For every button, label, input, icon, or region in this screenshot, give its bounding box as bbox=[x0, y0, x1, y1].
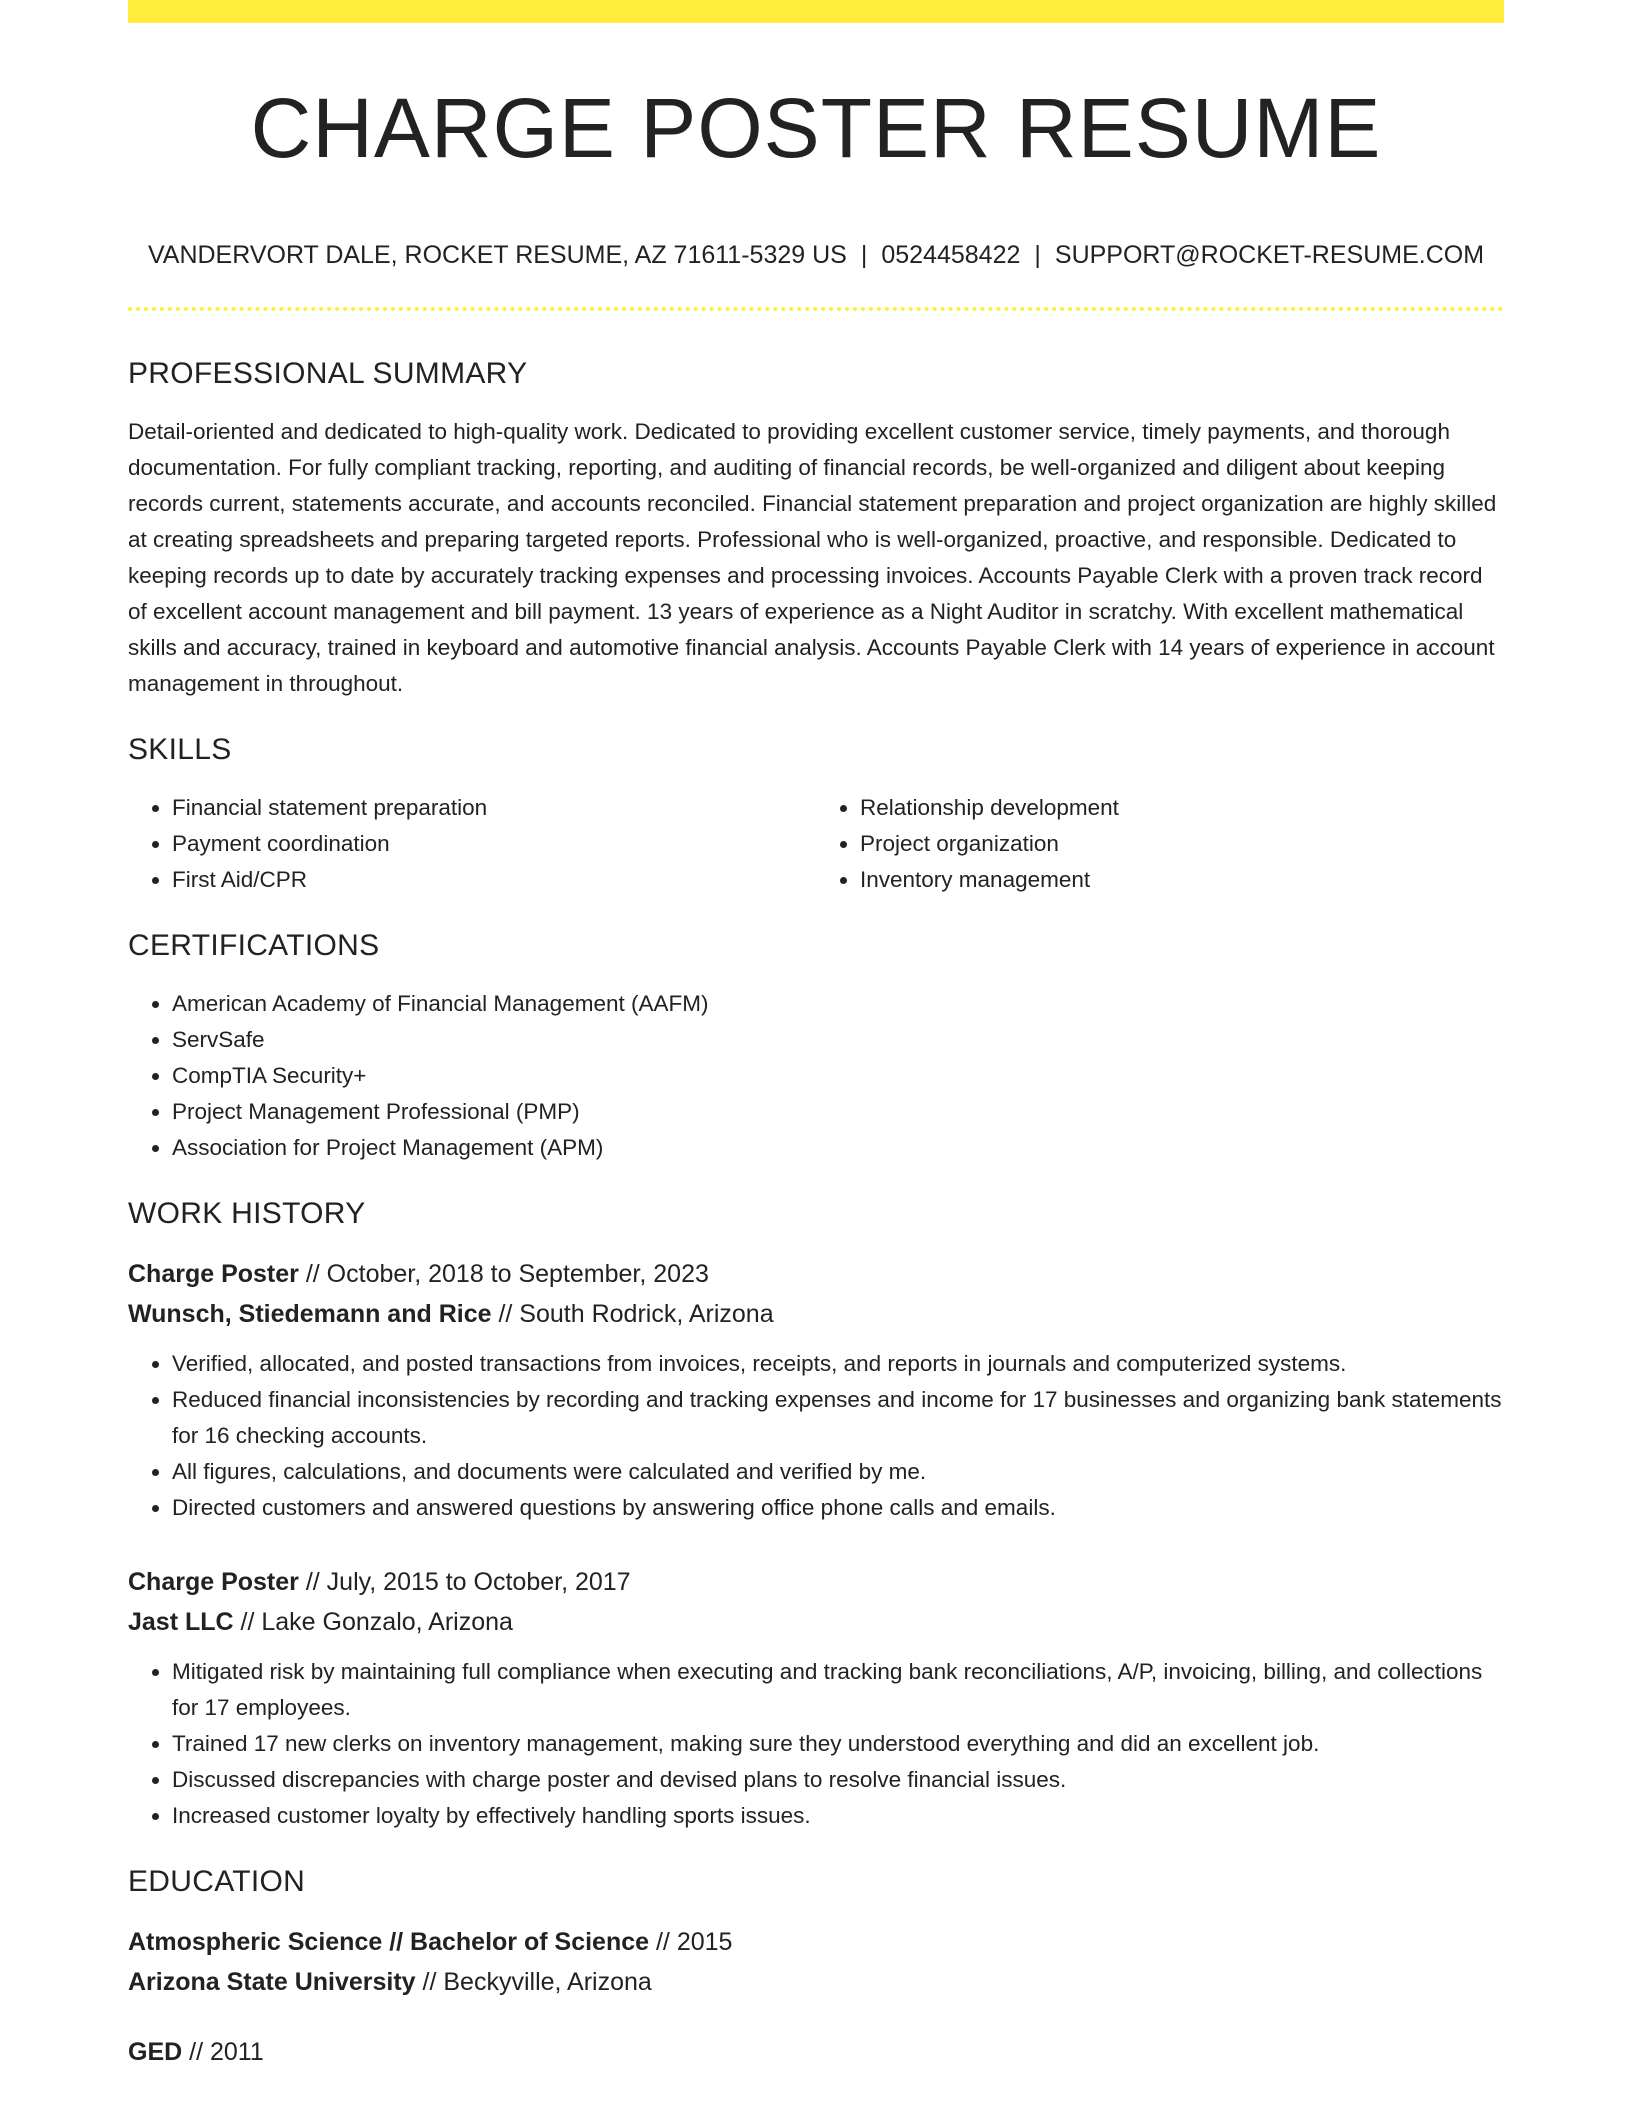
skill-item: • Inventory management bbox=[860, 862, 1504, 898]
skill-item: • Payment coordination bbox=[172, 826, 816, 862]
job-title: Charge Poster bbox=[128, 1568, 299, 1596]
contact-line bbox=[128, 238, 1504, 272]
certifications-list bbox=[128, 986, 1504, 1166]
job-dates: // July, 2015 to October, 2017 bbox=[298, 1568, 631, 1596]
skills-list-right bbox=[816, 790, 1504, 898]
job-bullet: • All figures, calculations, and documents were calculated and verified by me. bbox=[172, 1454, 1504, 1490]
job-entry bbox=[128, 1562, 1504, 1834]
job-company-line bbox=[128, 1294, 1504, 1334]
certifications-heading: CERTIFICATIONS bbox=[128, 929, 380, 962]
education-heading: EDUCATION bbox=[128, 1865, 306, 1898]
summary-section bbox=[128, 354, 1504, 702]
job-title-line bbox=[128, 1254, 1504, 1294]
certification-item: • CompTIA Security+ bbox=[172, 1058, 1504, 1094]
education-spacer bbox=[128, 2002, 1504, 2032]
job-bullet: • Directed customers and answered questions by answering office phone calls and emails. bbox=[172, 1490, 1504, 1526]
skill-item: • Project organization bbox=[860, 826, 1504, 862]
page-title: CHARGE POSTER RESUME bbox=[250, 81, 1382, 175]
job-bullets bbox=[128, 1346, 1504, 1526]
job-dates: // October, 2018 to September, 2023 bbox=[298, 1260, 709, 1288]
job-bullet: • Discussed discrepancies with charge poster and devised plans to resolve financial issues. bbox=[172, 1762, 1504, 1798]
summary-text: Detail-oriented and dedicated to high-quality work. Dedicated to providing excellent customer service, timely payments, and thorough documentation. For fully compliant tracking, reporting, and auditing of financial records, be well-organized and diligent about keeping records current, statements accurate, and accounts reconciled. Financial statement preparation and project organization are highly skilled at creating spreadsheets and preparing targeted reports. Professional who is well-organized, proactive, and responsible. Dedicated to keeping records up to date by accurately tracking expenses and processing invoices. Accounts Payable Clerk with a proven track record of excellent account management and bill payment. 13 years of experience as a Night Auditor in scratchy. With excellent mathematical skills and accuracy, trained in keyboard and automotive financial analysis. Accounts Payable Clerk with 14 years of experience in account management in throughout. bbox=[128, 419, 1497, 696]
education-school-line bbox=[128, 1962, 1504, 2002]
resume-body bbox=[128, 354, 1504, 2072]
skill-item: • Financial statement preparation bbox=[172, 790, 816, 826]
accent-top-bar bbox=[128, 0, 1504, 23]
skills-heading: SKILLS bbox=[128, 733, 232, 766]
contact-email: SUPPORT@ROCKET-RESUME.COM bbox=[1054, 241, 1485, 269]
skills-section bbox=[128, 730, 1504, 898]
education-degree-line bbox=[128, 1922, 1504, 1962]
education-year: // 2011 bbox=[182, 2038, 264, 2066]
job-company-line bbox=[128, 1602, 1504, 1642]
education-degree: Atmospheric Science // Bachelor of Science bbox=[128, 1928, 650, 1956]
job-bullet: • Reduced financial inconsistencies by recording and tracking expenses and income for 17 businesses and organizing bank statements for 16 checking accounts. bbox=[172, 1382, 1504, 1454]
skills-list-left bbox=[128, 790, 816, 898]
job-title-line bbox=[128, 1562, 1504, 1602]
education-degree: GED bbox=[128, 2038, 183, 2066]
certification-item: • Project Management Professional (PMP) bbox=[172, 1094, 1504, 1130]
job-entry bbox=[128, 1254, 1504, 1526]
education-entry bbox=[128, 1922, 1504, 2002]
contact-separator: | bbox=[1034, 241, 1041, 269]
dotted-divider bbox=[128, 307, 1504, 311]
job-bullet: • Trained 17 new clerks on inventory management, making sure they understood everything and did an excellent job. bbox=[172, 1726, 1504, 1762]
education-entry bbox=[128, 2032, 1504, 2072]
job-bullet: • Increased customer loyalty by effectively handling sports issues. bbox=[172, 1798, 1504, 1834]
summary-heading: PROFESSIONAL SUMMARY bbox=[128, 357, 528, 390]
job-location: // Lake Gonzalo, Arizona bbox=[233, 1608, 513, 1636]
certification-item: • American Academy of Financial Management (AAFM) bbox=[172, 986, 1504, 1022]
job-title: Charge Poster bbox=[128, 1260, 299, 1288]
education-degree-line bbox=[128, 2032, 1504, 2072]
contact-separator: | bbox=[860, 241, 868, 269]
skills-grid bbox=[128, 790, 1504, 898]
education-section bbox=[128, 1862, 1504, 2072]
contact-phone: 0524458422 bbox=[881, 241, 1021, 269]
certification-item: • ServSafe bbox=[172, 1022, 1504, 1058]
job-location: // South Rodrick, Arizona bbox=[491, 1300, 774, 1328]
job-bullet: • Verified, allocated, and posted transactions from invoices, receipts, and reports in journals and computerized systems. bbox=[172, 1346, 1504, 1382]
job-company: Wunsch, Stiedemann and Rice bbox=[128, 1300, 492, 1328]
education-school: Arizona State University bbox=[128, 1968, 416, 1996]
skill-item: • First Aid/CPR bbox=[172, 862, 816, 898]
work-history-section bbox=[128, 1194, 1504, 1834]
education-location: // Beckyville, Arizona bbox=[415, 1968, 652, 1996]
job-bullets bbox=[128, 1654, 1504, 1834]
certifications-section bbox=[128, 926, 1504, 1166]
certification-item: • Association for Project Management (APM) bbox=[172, 1130, 1504, 1166]
contact-address: VANDERVORT DALE, ROCKET RESUME, AZ 71611-5329 US bbox=[147, 241, 847, 269]
job-bullet: • Mitigated risk by maintaining full compliance when executing and tracking bank reconciliations, A/P, invoicing, billing, and collections for 17 employees. bbox=[172, 1654, 1504, 1726]
skill-item: • Relationship development bbox=[860, 790, 1504, 826]
job-company: Jast LLC bbox=[128, 1608, 234, 1636]
education-year: // 2015 bbox=[649, 1928, 733, 1956]
work-history-heading: WORK HISTORY bbox=[128, 1197, 366, 1230]
